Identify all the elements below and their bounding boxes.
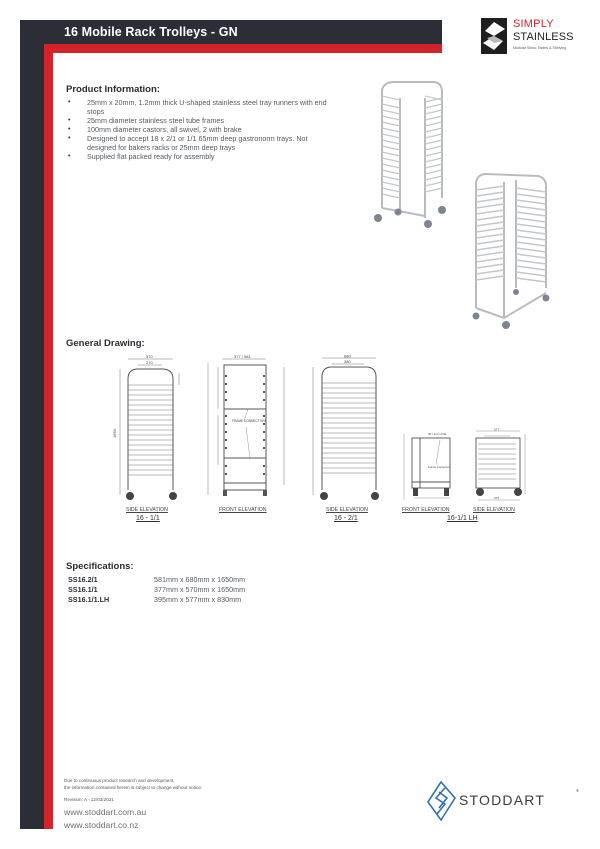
spec-code: SS16.1/1.LH [68, 595, 110, 605]
front-elevation-16-1-1-drawing [200, 355, 300, 505]
svg-text:577: 577 [494, 428, 500, 432]
header-accent-stripe [44, 44, 442, 53]
spec-row [68, 585, 245, 595]
website-link-nz[interactable]: www.stoddart.co.nz [64, 820, 139, 830]
side-elevation-16-1-1-lh-drawing [470, 428, 528, 504]
stoddart-wordmark: STODDART [459, 792, 546, 808]
drawing-group-label: 16 - 1/1 [136, 515, 160, 522]
side-elevation-16-2-1-drawing [308, 355, 380, 505]
svg-text:380: 380 [344, 359, 351, 364]
svg-text:475: 475 [494, 496, 500, 500]
svg-text:680: 680 [344, 355, 351, 359]
drawing-group-label: 16 - 2/1 [334, 515, 358, 522]
drawing-label: FRONT ELEVATION [402, 507, 450, 513]
spec-code: SS16.1/1 [68, 585, 98, 595]
svg-text:1650: 1650 [112, 429, 117, 438]
revision-text: Revision: A - 12/03/2021 [64, 797, 114, 802]
spec-dims: 581mm x 680mm x 1650mm [154, 575, 246, 584]
registered-mark: ® [576, 788, 579, 793]
list-item: • Supplied flat packed ready for assembly [68, 152, 338, 161]
spec-row [68, 575, 245, 585]
svg-text:377 / 581: 377 / 581 [234, 355, 251, 359]
drawing-label: SIDE ELEVATION [126, 507, 168, 513]
tall-rack-trolley-photo [370, 78, 450, 228]
website-link-au[interactable]: www.stoddart.com.au [64, 807, 147, 817]
front-elevation-16-1-1-lh-drawing [400, 428, 462, 504]
drawing-group-label: 16-1/1 LH [447, 515, 478, 522]
product-info-list [68, 98, 338, 161]
stoddart-logo [423, 780, 583, 822]
svg-text:FRAME CONNECTORS: FRAME CONNECTORS [232, 419, 267, 423]
drawing-label: FRONT ELEVATION [219, 507, 267, 513]
wide-rack-trolley-photo [470, 168, 550, 333]
list-item: • 100mm diameter castors, all swivel, 2 with brake [68, 125, 338, 134]
drawing-label: SIDE ELEVATION [326, 507, 368, 513]
stoddart-diamond-logo-icon [425, 780, 459, 822]
svg-text:270: 270 [146, 360, 153, 365]
svg-text:570: 570 [146, 355, 153, 359]
left-accent-stripe [44, 44, 53, 829]
disclaimer-line: the information contained herein is subject to change without notice. [64, 784, 203, 790]
product-info-heading: Product Information: [66, 84, 160, 95]
simply-stainless-logo-icon [481, 18, 507, 54]
list-item: • 25mm diameter stainless steel tube frames [68, 116, 338, 125]
spec-row [68, 595, 245, 605]
brand-line-simply: SIMPLY [513, 18, 554, 30]
side-elevation-16-1-1-drawing [110, 355, 190, 505]
simply-stainless-brand [481, 18, 591, 60]
disclaimer-line: Due to continuous product research and development, [64, 778, 175, 783]
brand-tagline: Modular Sinks, Tables & Shelving [513, 46, 567, 50]
specifications-heading: Specifications: [66, 561, 134, 572]
svg-text:Frame Connector: Frame Connector [428, 465, 450, 469]
spec-dims: 395mm x 577mm x 830mm [154, 595, 242, 605]
page-title: 16 Mobile Rack Trolleys - GN [64, 25, 238, 39]
general-drawing-heading: General Drawing: [66, 338, 145, 349]
svg-text:90 / 1mm Flat: 90 / 1mm Flat [428, 432, 447, 436]
list-item: • 25mm x 20mm, 1.2mm thick U-shaped stainless steel tray runners with end stops [68, 98, 338, 116]
spec-code: SS16.2/1 [68, 575, 98, 584]
list-item: • Designed to accept 18 x 2/1 or 1/1 65mm deep gastronorm trays. Not designed for bakers racks or 25mm deep trays [68, 134, 338, 152]
left-sidebar-bar [20, 20, 44, 829]
specifications-table [68, 575, 245, 606]
brand-line-stainless: STAINLESS [513, 31, 574, 43]
disclaimer-text [64, 778, 202, 791]
drawing-label: SIDE ELEVATION [473, 507, 515, 513]
spec-dims: 377mm x 570mm x 1650mm [154, 585, 246, 595]
